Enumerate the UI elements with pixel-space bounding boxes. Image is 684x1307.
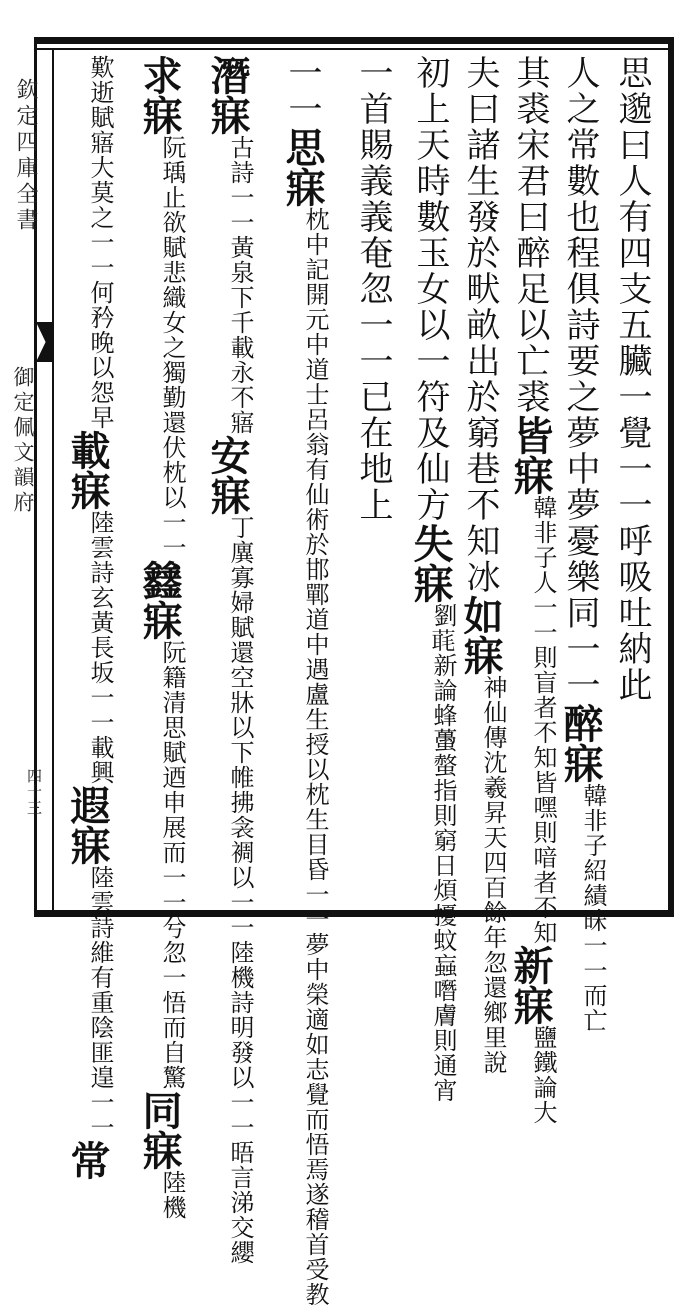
fishtail-mark xyxy=(36,322,52,362)
text-column-8 xyxy=(202,55,254,1265)
headword: 醉寐 xyxy=(557,703,604,783)
text-column-5 xyxy=(405,55,457,1103)
text-column-4 xyxy=(455,55,507,1075)
body-text: 夫曰諸生發於畎畝出於窮巷不知冰 xyxy=(460,55,500,595)
text-column-9 xyxy=(134,55,186,1220)
headword: 遐寐 xyxy=(64,785,111,865)
annotation-text: 阮瑀止欲賦悲織女之獨勤還伏枕以一一 xyxy=(158,135,186,560)
text-column-2 xyxy=(555,55,607,1033)
headword: 載寐 xyxy=(64,430,111,510)
annotation-text: 丁廙寡婦賦還空牀以下帷拂衾裯以一一陸機詩明發以一一晤言涕交纓 xyxy=(226,515,254,1265)
headword: 常 xyxy=(64,1140,111,1180)
body-text: 其裘宋君曰醉足以亡裘 xyxy=(510,55,550,415)
annotation-text: 歎逝賦寤大莫之一一何矜晚以怨早 xyxy=(86,55,114,430)
annotation-text: 陸雲詩維有重陰匪遑一一 xyxy=(86,865,114,1140)
headword: 皆寐 xyxy=(507,415,554,495)
page-number: 四十三 xyxy=(25,768,43,816)
headword: 安寐 xyxy=(204,435,251,515)
headword: 𨰻寐 xyxy=(136,560,183,640)
annotation-text: 陸雲詩玄黃長坂一一載興 xyxy=(86,510,114,785)
text-column-6 xyxy=(348,55,398,905)
text-column-1 xyxy=(607,55,657,905)
body-text: 思邈曰人有四支五臟一覺一一呼吸吐納此 xyxy=(612,55,652,703)
bottom-border xyxy=(34,910,674,917)
text-column-3 xyxy=(505,55,557,1125)
annotation-text: 鹽鐵論大 xyxy=(529,1025,557,1125)
body-text: 初上天時數玉女以一符及仙方 xyxy=(410,55,450,523)
annotation-text: 劉𦶇新論蜂蠆螫指則窮日煩擾蚊蝱噆膚則通宵 xyxy=(429,603,457,1103)
top-border xyxy=(34,37,674,44)
body-text: 一一 xyxy=(282,55,322,127)
annotation-text: 韓非子人一一則盲者不知皆嘿則喑者不知 xyxy=(529,495,557,945)
annotation-text: 阮籍清思賦迺申展而一一兮忽一悟而自驚 xyxy=(158,640,186,1090)
text-column-10 xyxy=(62,55,114,1180)
annotation-text: 陸機 xyxy=(158,1170,186,1220)
body-text: 一首賜義義奄忽一一已在地上 xyxy=(353,55,393,523)
headword: 新寐 xyxy=(507,945,554,1025)
text-column-7 xyxy=(277,55,329,1307)
headword: 求寐 xyxy=(136,55,183,135)
headword: 失寐 xyxy=(407,523,454,603)
headword: 如寐 xyxy=(457,595,504,675)
headword: 同寐 xyxy=(136,1090,183,1170)
headword: 思寐 xyxy=(279,127,326,207)
body-text: 人之常數也程俱詩要之夢中夢憂樂同一一 xyxy=(560,55,600,703)
collection-title: 欽定四庫全書 xyxy=(13,78,38,234)
right-border xyxy=(668,37,674,917)
fold-margin xyxy=(0,30,54,910)
annotation-text: 神仙傳沈羲昇天四百餘年忽還鄉里說 xyxy=(479,675,507,1075)
headword: 潛寐 xyxy=(204,55,251,135)
top-inner-border xyxy=(34,48,674,50)
book-title: 御定佩文韻府 xyxy=(11,366,35,516)
annotation-text: 枕中記開元中道士呂翁有仙術於邯鄲道中遇盧生授以枕生目昏一一夢中榮適如志覺而悟焉遂稽首受教 xyxy=(301,207,329,1307)
annotation-text: 古詩一一黃泉下千載永不寤 xyxy=(226,135,254,435)
annotation-text: 韓非子紹績昧一一而亡 xyxy=(579,783,607,1033)
